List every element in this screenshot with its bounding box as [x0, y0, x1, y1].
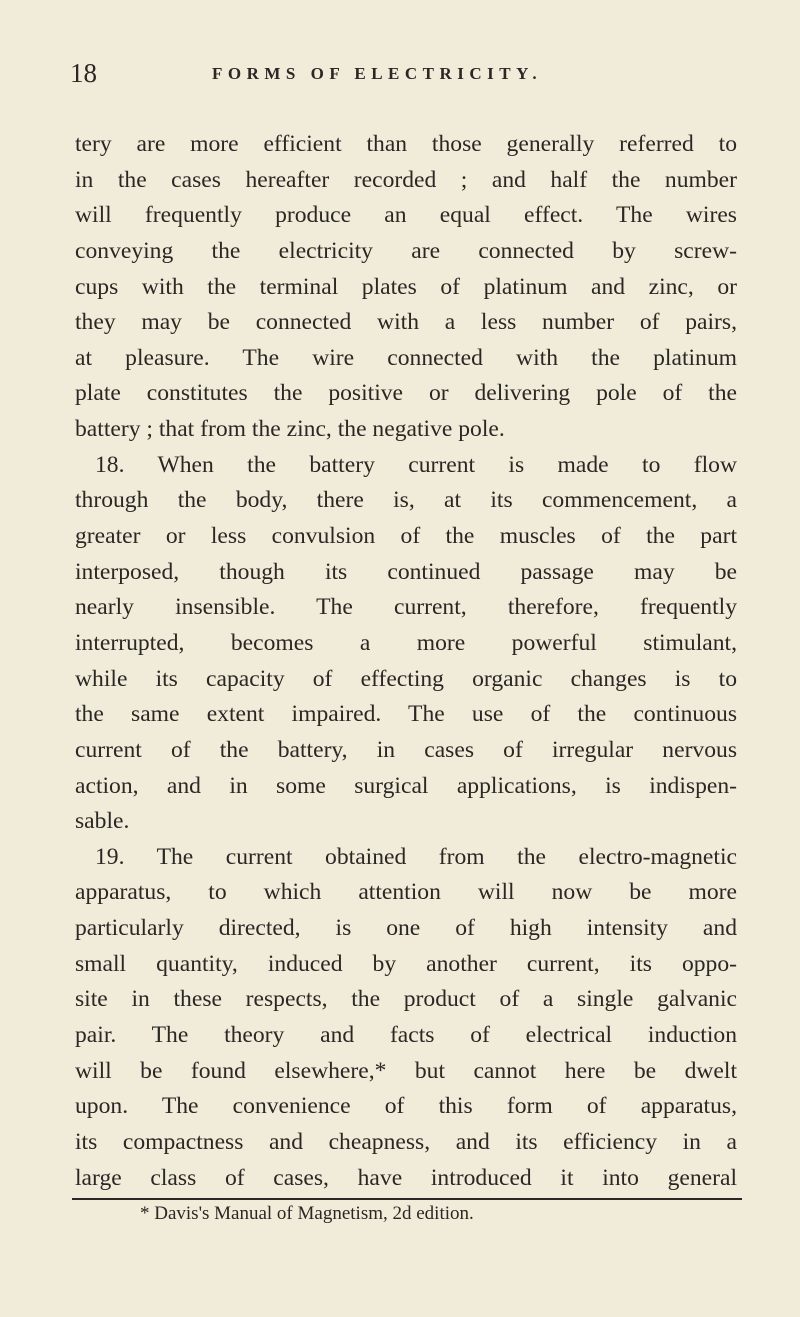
- text-line: cups with the terminal plates of platinum and zinc, or: [75, 273, 737, 300]
- text-line: they may be connected with a less number of pairs,: [75, 309, 737, 336]
- text-line: particularly directed, is one of high intensity and: [75, 915, 737, 942]
- text-line: interrupted, becomes a more powerful stimulant,: [75, 629, 737, 656]
- text-line: current of the battery, in cases of irregular nervous: [75, 736, 737, 763]
- text-line: upon. The convenience of this form of apparatus,: [75, 1093, 737, 1120]
- text-line: while its capacity of effecting organic changes is to: [75, 665, 737, 692]
- text-line: its compactness and cheapness, and its efficiency in a: [75, 1128, 737, 1155]
- text-line: the same extent impaired. The use of the continuous: [75, 701, 737, 728]
- text-line: greater or less convulsion of the muscles of the part: [75, 523, 737, 550]
- text-line: action, and in some surgical applications, is indispen-: [75, 772, 737, 799]
- text-line: battery ; that from the zinc, the negative pole.: [75, 416, 505, 443]
- text-line: large class of cases, have introduced it into general: [75, 1164, 737, 1191]
- running-title: FORMS OF ELECTRICITY.: [212, 64, 543, 83]
- text-line: 18. When the battery current is made to flow: [95, 451, 737, 478]
- page-number: 18: [70, 58, 97, 88]
- text-line: in the cases hereafter recorded ; and half the number: [75, 166, 737, 193]
- footnote: * Davis's Manual of Magnetism, 2d edition.: [140, 1203, 474, 1224]
- text-line: small quantity, induced by another current, its oppo-: [75, 950, 737, 977]
- text-line: will be found elsewhere,* but cannot here be dwelt: [75, 1057, 737, 1084]
- text-line: pair. The theory and facts of electrical induction: [75, 1022, 737, 1049]
- text-line: site in these respects, the product of a single galvanic: [75, 986, 737, 1013]
- text-line: tery are more efficient than those generally referred to: [75, 131, 737, 157]
- text-line: at pleasure. The wire connected with the platinum: [75, 344, 737, 371]
- text-line: plate constitutes the positive or delivering pole of the: [75, 380, 737, 407]
- body-text: [75, 127, 737, 1196]
- text-line: interposed, though its continued passage may be: [75, 558, 737, 585]
- text-line: sable.: [75, 808, 130, 835]
- text-line: apparatus, to which attention will now be more: [75, 879, 737, 906]
- text-line: 19. The current obtained from the electro-magnetic: [95, 843, 737, 870]
- footnote-rule: [72, 1198, 742, 1200]
- text-line: nearly insensible. The current, therefore, frequently: [75, 594, 737, 621]
- text-line: will frequently produce an equal effect. The wires: [75, 202, 737, 229]
- text-line: through the body, there is, at its commencement, a: [75, 487, 737, 514]
- text-line: conveying the electricity are connected by screw-: [75, 237, 737, 264]
